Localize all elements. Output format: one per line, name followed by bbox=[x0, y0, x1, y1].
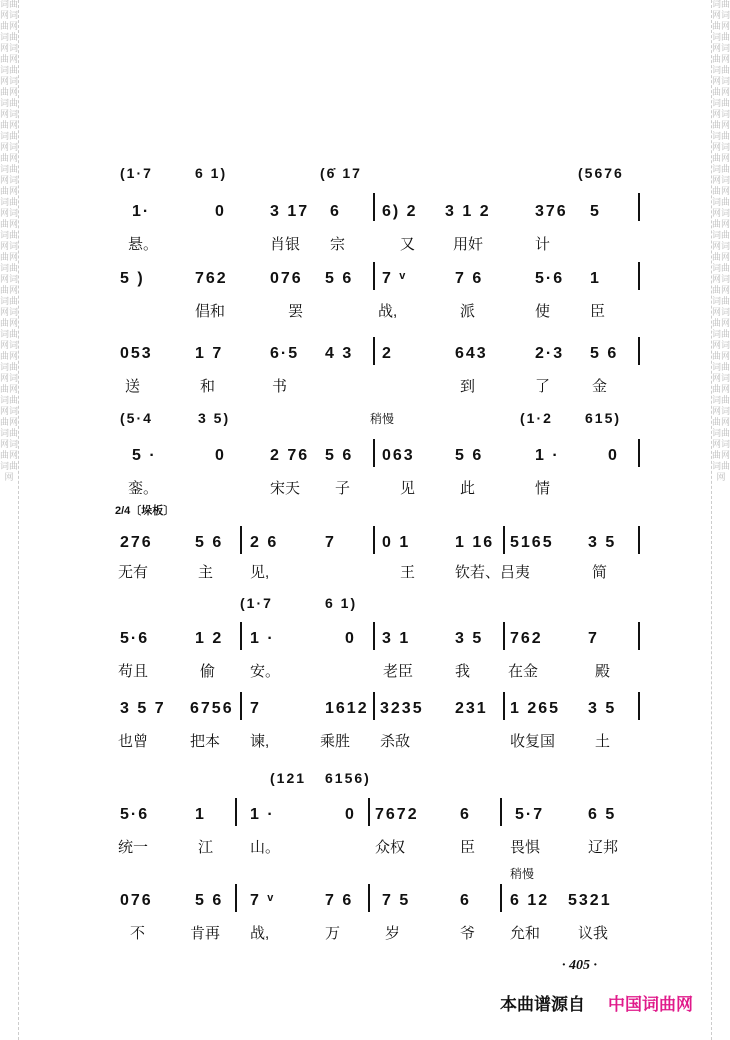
lyric: 也曾 bbox=[118, 733, 149, 750]
note: 7 bbox=[250, 700, 261, 717]
lyric: 辽邦 bbox=[588, 839, 619, 856]
lyric: 岁 bbox=[385, 925, 401, 942]
lyric: 了 bbox=[535, 378, 551, 395]
lyric: 我 bbox=[455, 663, 471, 680]
note: 2·3 bbox=[535, 345, 565, 362]
note: 5·6 bbox=[120, 630, 150, 647]
notes-row bbox=[110, 700, 650, 720]
note: 7 5 bbox=[382, 892, 411, 909]
barline bbox=[638, 622, 640, 650]
lyric: 见 bbox=[400, 480, 416, 497]
lyric: 偷 bbox=[200, 663, 216, 680]
upper-note: 6156) bbox=[325, 770, 371, 786]
barline bbox=[503, 526, 505, 554]
lyric: 计 bbox=[535, 236, 551, 253]
notes-row bbox=[110, 447, 650, 467]
lyric: 把本 bbox=[190, 733, 221, 750]
barline bbox=[373, 622, 375, 650]
note: 7 ᵛ bbox=[382, 270, 408, 287]
note: 1 16 bbox=[455, 534, 495, 551]
upper-row bbox=[110, 502, 650, 522]
note: 1 · bbox=[250, 806, 275, 823]
upper-note: (1·7 bbox=[240, 595, 273, 611]
note: 5 bbox=[590, 203, 601, 220]
note: 0 bbox=[215, 447, 226, 464]
note: 1 bbox=[195, 806, 206, 823]
upper-note: (5676 bbox=[578, 165, 624, 181]
notes-row bbox=[110, 630, 650, 650]
lyric: 子 bbox=[335, 480, 351, 497]
note: 7 ᵛ bbox=[250, 892, 276, 909]
meter-marking: 2/4〔垛板〕 bbox=[115, 505, 175, 517]
note: 076 bbox=[270, 270, 303, 287]
lyric: 无有 bbox=[118, 564, 149, 581]
lyric: 见, bbox=[250, 564, 270, 581]
upper-note: 6 1) bbox=[195, 165, 228, 181]
note: 762 bbox=[195, 270, 228, 287]
lyric: 乘胜 bbox=[320, 733, 351, 750]
note: 5 ) bbox=[120, 270, 145, 287]
lyric: 金 bbox=[592, 378, 608, 395]
footer-source-label: 本曲谱源自 bbox=[500, 995, 585, 1015]
lyric: 銮。 bbox=[128, 480, 159, 497]
lyric: 老臣 bbox=[383, 663, 414, 680]
lyric: 臣 bbox=[460, 839, 476, 856]
note: 231 bbox=[455, 700, 488, 717]
note: 3 5 bbox=[588, 534, 617, 551]
barline bbox=[373, 526, 375, 554]
notes-row bbox=[110, 203, 650, 223]
lyric: 收复国 bbox=[510, 733, 556, 750]
barline bbox=[638, 337, 640, 365]
notes-row bbox=[110, 892, 650, 912]
barline bbox=[373, 439, 375, 467]
lyric: 杀敌 bbox=[380, 733, 411, 750]
lyric: 安。 bbox=[250, 663, 281, 680]
barline bbox=[503, 692, 505, 720]
upper-note: (121 bbox=[270, 770, 307, 786]
lyric: 宋天 bbox=[270, 480, 301, 497]
note: 5321 bbox=[568, 892, 612, 909]
upper-row bbox=[110, 865, 650, 885]
note: 2 6 bbox=[250, 534, 279, 551]
note: 5·6 bbox=[535, 270, 565, 287]
note: 7 6 bbox=[455, 270, 484, 287]
lyrics-row bbox=[110, 233, 650, 253]
note: 5 6 bbox=[325, 447, 354, 464]
lyric: 宗 bbox=[330, 236, 346, 253]
note: 1 · bbox=[250, 630, 275, 647]
note: 6756 bbox=[190, 700, 234, 717]
lyric: 简 bbox=[592, 564, 608, 581]
note: 1 265 bbox=[510, 700, 561, 717]
lyric: 倡和 bbox=[195, 303, 226, 320]
barline bbox=[368, 884, 370, 912]
note: 276 bbox=[120, 534, 153, 551]
note: 1 2 bbox=[195, 630, 224, 647]
lyric: 钦若、吕夷 bbox=[455, 564, 531, 581]
lyric: 万 bbox=[325, 925, 341, 942]
barline bbox=[240, 692, 242, 720]
note: 7 bbox=[325, 534, 336, 551]
barline bbox=[638, 526, 640, 554]
upper-row bbox=[110, 595, 650, 615]
lyric: 臣 bbox=[590, 303, 606, 320]
note: 1 bbox=[590, 270, 601, 287]
note: 3 5 bbox=[588, 700, 617, 717]
lyrics-row bbox=[110, 300, 650, 320]
lyric: 统一 bbox=[118, 839, 149, 856]
note: 5·7 bbox=[515, 806, 545, 823]
upper-note: (5·4 bbox=[120, 410, 153, 426]
upper-row bbox=[110, 165, 650, 185]
lyric: 到 bbox=[460, 378, 476, 395]
lyric: 派 bbox=[460, 303, 476, 320]
lyric: 用奸 bbox=[453, 236, 484, 253]
lyric: 允和 bbox=[510, 925, 541, 942]
note: 0 1 bbox=[382, 534, 411, 551]
barline bbox=[500, 884, 502, 912]
lyric: 在金 bbox=[508, 663, 539, 680]
note: 376 bbox=[535, 203, 568, 220]
upper-note: (1·2 bbox=[520, 410, 553, 426]
note: 6 bbox=[330, 203, 341, 220]
note: 0 bbox=[608, 447, 619, 464]
lyric: 畏惧 bbox=[510, 839, 541, 856]
notes-row bbox=[110, 534, 650, 554]
lyric: 使 bbox=[535, 303, 551, 320]
lyrics-row bbox=[110, 477, 650, 497]
lyric: 山。 bbox=[250, 839, 281, 856]
lyric: 谏, bbox=[250, 733, 270, 750]
barline bbox=[240, 526, 242, 554]
note: 3 5 7 bbox=[120, 700, 166, 717]
lyrics-row bbox=[110, 836, 650, 856]
upper-note: (1·7 bbox=[120, 165, 153, 181]
lyric: 罢 bbox=[288, 303, 304, 320]
note: 5 6 bbox=[590, 345, 619, 362]
lyric: 肖银 bbox=[270, 236, 301, 253]
note: 1 7 bbox=[195, 345, 224, 362]
lyric: 不 bbox=[130, 925, 146, 942]
note: 1 · bbox=[535, 447, 560, 464]
note: 6 5 bbox=[588, 806, 617, 823]
note: 5 6 bbox=[195, 534, 224, 551]
lyric: 苟且 bbox=[118, 663, 149, 680]
lyrics-row bbox=[110, 561, 650, 581]
barline bbox=[638, 439, 640, 467]
upper-note: 3 5) bbox=[198, 410, 231, 426]
note: 6·5 bbox=[270, 345, 300, 362]
right-watermark: 词曲网词曲网词曲网词曲网词曲网词曲网词曲网词曲网词曲网词曲网词曲网词曲网词曲网词曲网词曲网词曲网词曲网词曲网词曲网词曲网词曲网词曲网词曲网词曲网词曲网词曲网词曲网词曲网词曲网 bbox=[711, 0, 730, 1040]
note: 5 6 bbox=[325, 270, 354, 287]
note: 6 bbox=[460, 892, 471, 909]
footer-site-name[interactable]: 中国词曲网 bbox=[608, 995, 693, 1015]
lyric: 江 bbox=[198, 839, 214, 856]
note: 5 · bbox=[132, 447, 157, 464]
note: 3 5 bbox=[455, 630, 484, 647]
note: 0 bbox=[215, 203, 226, 220]
barline bbox=[373, 337, 375, 365]
upper-note: (6̇ 17 bbox=[320, 165, 362, 181]
barline bbox=[638, 262, 640, 290]
lyric: 战, bbox=[378, 303, 398, 320]
note: 2 76 bbox=[270, 447, 310, 464]
note: 643 bbox=[455, 345, 488, 362]
tempo-marking: 稍慢 bbox=[370, 412, 395, 426]
lyric: 送 bbox=[125, 378, 141, 395]
note: 2 bbox=[382, 345, 393, 362]
lyric: 殿 bbox=[595, 663, 611, 680]
note: 6) 2 bbox=[382, 203, 418, 220]
tempo-marking: 稍慢 bbox=[510, 867, 535, 881]
barline bbox=[373, 193, 375, 221]
note: 5·6 bbox=[120, 806, 150, 823]
page-number: · 405 · bbox=[562, 958, 597, 973]
lyric: 此 bbox=[460, 480, 476, 497]
note: 076 bbox=[120, 892, 153, 909]
barline bbox=[638, 193, 640, 221]
lyrics-row bbox=[110, 922, 650, 942]
upper-row bbox=[110, 770, 650, 790]
note: 7 bbox=[588, 630, 599, 647]
note: 5 6 bbox=[195, 892, 224, 909]
note: 1· bbox=[132, 203, 151, 220]
lyric: 战, bbox=[250, 925, 270, 942]
note: 053 bbox=[120, 345, 153, 362]
lyric: 肯再 bbox=[190, 925, 221, 942]
lyric: 土 bbox=[595, 733, 611, 750]
lyrics-row bbox=[110, 660, 650, 680]
lyric: 情 bbox=[535, 480, 551, 497]
note: 762 bbox=[510, 630, 543, 647]
note: 3 1 bbox=[382, 630, 411, 647]
notes-row bbox=[110, 270, 650, 290]
note: 7672 bbox=[375, 806, 419, 823]
note: 6 12 bbox=[510, 892, 550, 909]
note: 4 3 bbox=[325, 345, 354, 362]
notes-row bbox=[110, 345, 650, 365]
note: 7 6 bbox=[325, 892, 354, 909]
note: 3 1 2 bbox=[445, 203, 491, 220]
barline bbox=[240, 622, 242, 650]
note: 3 17 bbox=[270, 203, 310, 220]
barline bbox=[500, 798, 502, 826]
barline bbox=[373, 262, 375, 290]
barline bbox=[503, 622, 505, 650]
note: 3235 bbox=[380, 700, 424, 717]
barline bbox=[235, 884, 237, 912]
note: 063 bbox=[382, 447, 415, 464]
lyric: 王 bbox=[400, 564, 416, 581]
lyrics-row bbox=[110, 730, 650, 750]
lyrics-row bbox=[110, 375, 650, 395]
lyric: 主 bbox=[198, 564, 214, 581]
upper-note: 615) bbox=[585, 410, 622, 426]
lyric: 和 bbox=[200, 378, 216, 395]
lyric: 书 bbox=[272, 378, 288, 395]
lyric: 爷 bbox=[460, 925, 476, 942]
note: 0 bbox=[345, 806, 356, 823]
barline bbox=[235, 798, 237, 826]
notes-row bbox=[110, 806, 650, 826]
lyric: 又 bbox=[400, 236, 416, 253]
lyric: 悬。 bbox=[128, 236, 159, 253]
left-watermark: 词曲网词曲网词曲网词曲网词曲网词曲网词曲网词曲网词曲网词曲网词曲网词曲网词曲网词曲网词曲网词曲网词曲网词曲网词曲网词曲网词曲网词曲网词曲网词曲网词曲网词曲网词曲网词曲网词曲网 bbox=[0, 0, 19, 1040]
barline bbox=[638, 692, 640, 720]
barline bbox=[373, 692, 375, 720]
note: 5165 bbox=[510, 534, 554, 551]
note: 6 bbox=[460, 806, 471, 823]
upper-note: 6 1) bbox=[325, 595, 358, 611]
lyric: 众权 bbox=[375, 839, 406, 856]
upper-row bbox=[110, 410, 650, 430]
note: 0 bbox=[345, 630, 356, 647]
barline bbox=[368, 798, 370, 826]
lyric: 议我 bbox=[578, 925, 609, 942]
note: 5 6 bbox=[455, 447, 484, 464]
note: 1612 bbox=[325, 700, 369, 717]
